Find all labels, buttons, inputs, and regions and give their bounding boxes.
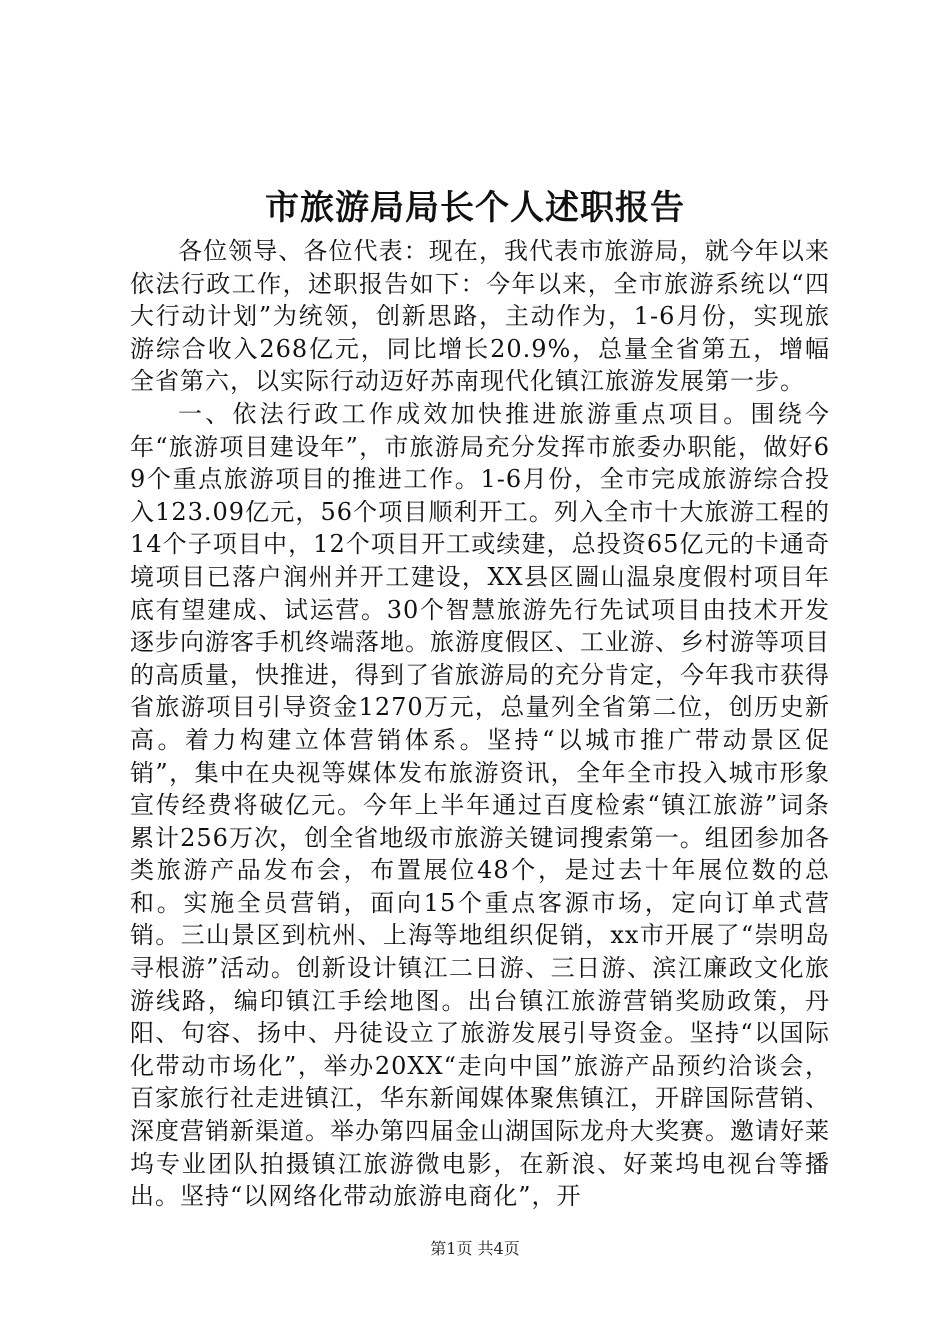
intro-paragraph: 各位领导、各位代表：现在，我代表市旅游局，就今年以来依法行政工作，述职报告如下：今年以来，全市旅游系统以“四大行动计划”为统领，创新思路，主动作为，1-6月份，实现旅游综合收入268亿元，同比增长20.9%，总量全省第五，增幅全省第六，以实际行动迈好苏南现代化镇江旅游发展第一步。 — [130, 237, 830, 396]
section-one-paragraph: 一、依法行政工作成效加快推进旅游重点项目。围绕今年“旅游项目建设年”，市旅游局充分发挥市旅委办职能，做好69个重点旅游项目的推进工作。1-6月份，全市完成旅游综合投入123.09亿元，56个项目顺利开工。列入全市十大旅游工程的14个子项目中，12个项目开工或续建，总投资65亿元的卡通奇境项目已落户润州并开工建设，XX县区圌山温泉度假村项目年底有望建成、试运营。30个智慧旅游先行先试项目由技术开发逐步向游客手机终端落地。旅游度假区、工业游、乡村游等项目的高质量，快推进，得到了省旅游局的充分肯定，今年我市获得省旅游项目引导资金1270万元，总量列全省第二位，创历史新高。着力构建立体营销体系。坚持“以城市推广带动景区促销”，集中在央视等媒体发布旅游资讯，全年全市投入城市形象宣传经费将破亿元。今年上半年通过百度检索“镇江旅游”词条累计256万次，创全省地级市旅游关键词搜索第一。组团参加各类旅游产品发布会，布置展位48个，是过去十年展位数的总和。实施全员营销，面向15个重点客源市场，定向订单式营销。三山景区到杭州、上海等地组织促销，xx市开展了“崇明岛寻根游”活动。创新设计镇江二日游、三日游、滨江廉政文化旅游线路，编印镇江手绘地图。出台镇江旅游营销奖励政策，丹阳、句容、扬中、丹徒设立了旅游发展引导资金。坚持“以国际化带动市场化”，举办20XX“走向中国”旅游产品预约洽谈会，百家旅行社走进镇江，华东新闻媒体聚焦镇江，开辟国际营销、深度营销新渠道。举办第四届金山湖国际龙舟大奖赛。邀请好莱坞专业团队拍摄镇江旅游微电影，在新浪、好莱坞电视台等播出。坚持“以网络化带动旅游电商化”，开 — [130, 399, 830, 1211]
document-body — [130, 235, 830, 1213]
page-number-footer: 第1页 共4页 — [430, 1239, 520, 1258]
document-title: 市旅游局局长个人述职报告 — [265, 188, 685, 228]
